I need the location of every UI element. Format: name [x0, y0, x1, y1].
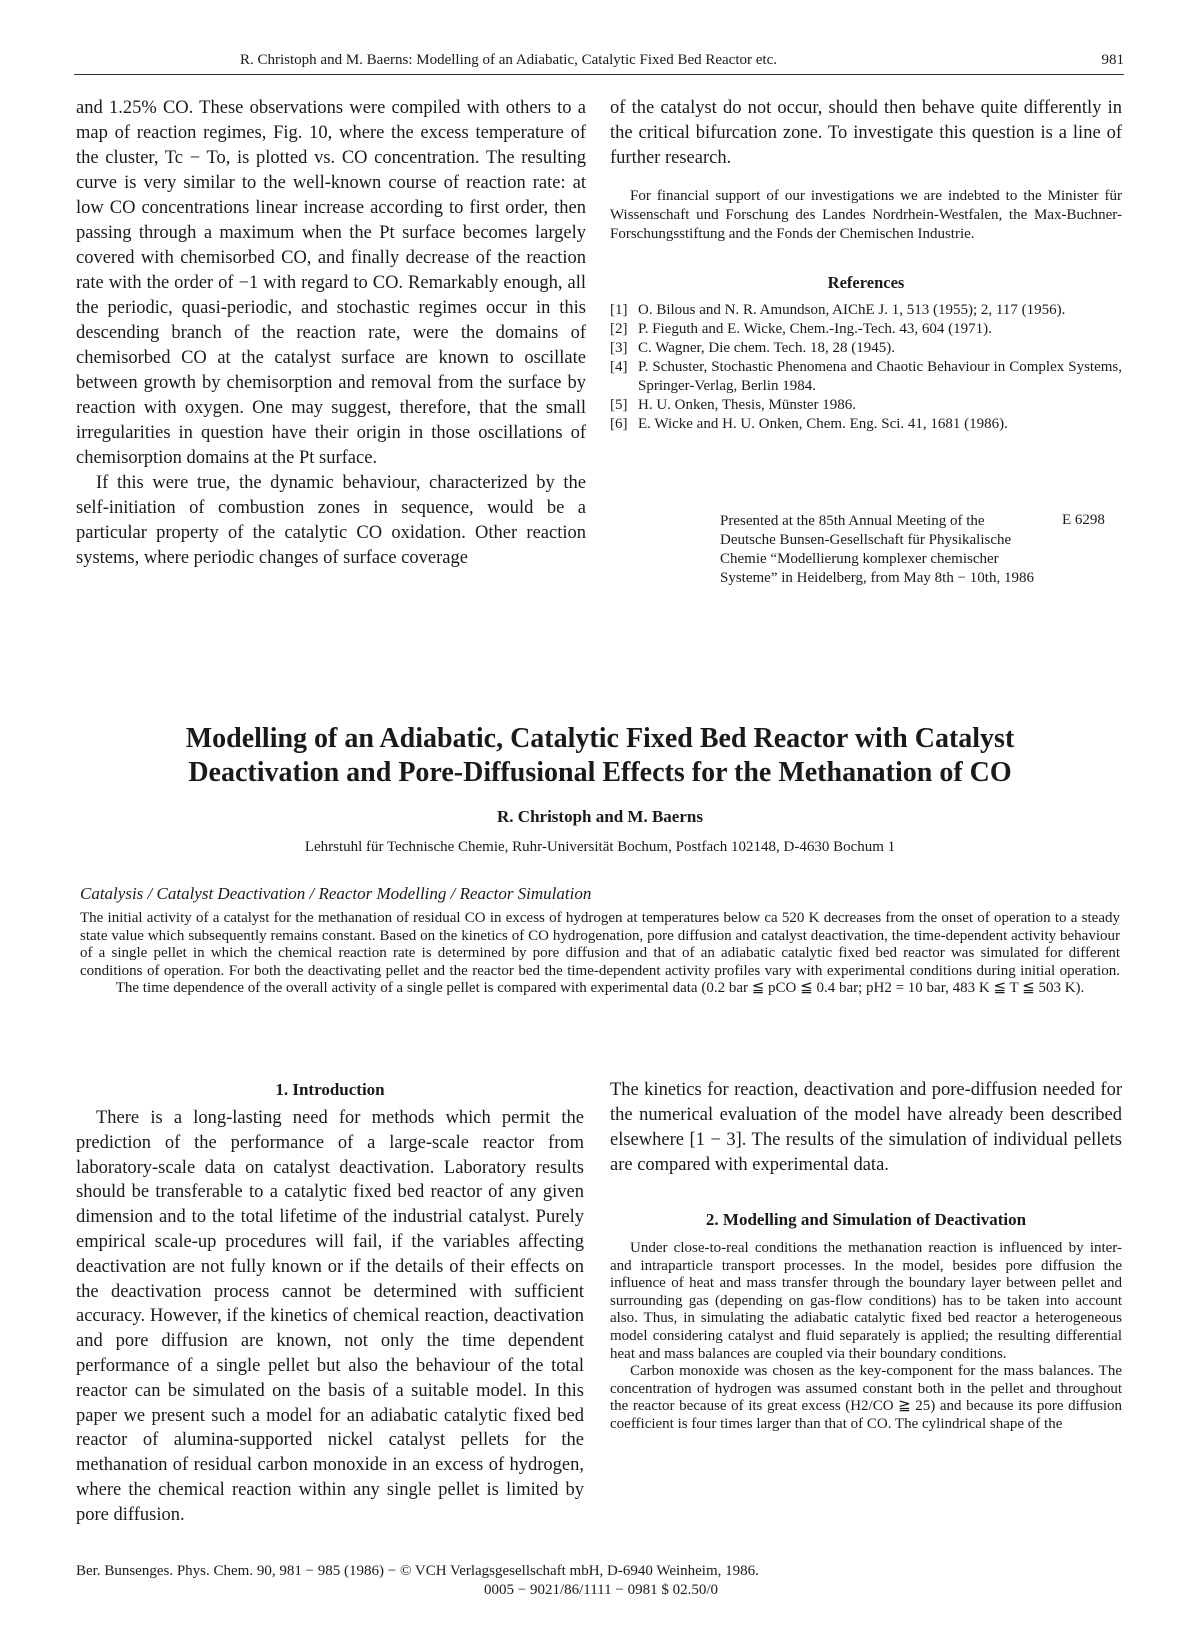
reference-text: O. Bilous and N. R. Amundson, AIChE J. 1, 513 (1955); 2, 117 (1956).	[638, 302, 1066, 318]
references-heading: References	[827, 273, 905, 292]
section-heading: 1. Introduction	[275, 1080, 385, 1099]
reference-text: P. Fieguth and E. Wicke, Chem.-Ing.-Tech. 43, 604 (1971).	[638, 321, 992, 337]
article-left-column	[76, 1078, 584, 1528]
body-paragraph: Under close-to-real conditions the methanation reaction is influenced by inter- and intraparticle transport processes. In the model, besides pore diffusion the influence of heat and mass transfer through the boundary layer between pellet and surrounding gas (depending on gas-flow conditions) has to be taken into account also. Thus, in simulating the adiabatic catalytic fixed bed reactor a heterogeneous model considering catalyst and fluid separately is applied; the resulting differential heat and mass balances are coupled via their boundary conditions.	[610, 1240, 1122, 1362]
reference-number: [5]	[610, 397, 628, 413]
page-number: 981	[1101, 52, 1124, 68]
article-title-line: Deactivation and Pore-Diffusional Effects for the Methanation of CO	[188, 757, 1012, 788]
running-header	[74, 52, 1124, 75]
reference-number: [4]	[610, 359, 628, 375]
body-paragraph: Carbon monoxide was chosen as the key-component for the mass balances. The concentration of hydrogen was assumed constant both in the pellet and throughout the reactor because of its great excess (H2/CO ≧ 25) and because its pore diffusion coefficient is four times larger than that of CO. The cylindrical shape of the	[610, 1363, 1122, 1432]
body-paragraph: of the catalyst do not occur, should then behave quite differently in the critical bifurcation zone. To investigate this question is a line of further research.	[610, 98, 1122, 168]
reference-item	[610, 396, 1122, 415]
reference-number: [1]	[610, 302, 628, 318]
page-footer	[76, 1562, 1124, 1600]
article-title	[76, 722, 1124, 790]
presented-note: Presented at the 85th Annual Meeting of the Deutsche Bunsen-Gesellschaft für Physikalische Chemie “Modellierung komplexer chemischer Systeme” in Heidelberg, from May 8th − 10th, 1986	[720, 513, 1034, 586]
reference-text: C. Wagner, Die chem. Tech. 18, 28 (1945).	[638, 340, 895, 356]
reference-number: [2]	[610, 321, 628, 337]
reference-number: [6]	[610, 416, 628, 432]
reference-item	[610, 339, 1122, 358]
previous-article-right-column	[610, 96, 1122, 434]
reference-number: [3]	[610, 340, 628, 356]
article-keywords: Catalysis / Catalyst Deactivation / Reactor Modelling / Reactor Simulation	[80, 884, 592, 903]
section-heading: 2. Modelling and Simulation of Deactivation	[705, 1210, 1027, 1229]
body-paragraph: The kinetics for reaction, deactivation and pore-diffusion needed for the numerical evaluation of the model have already been described elsewhere [1 − 3]. The results of the simulation of individual pellets are compared with experimental data.	[610, 1080, 1122, 1175]
body-paragraph: If this were true, the dynamic behaviour, characterized by the self-initiation of combustion zones in sequence, would be a particular property of the catalytic CO oxidation. Other reaction systems, where periodic changes of surface coverage	[76, 473, 586, 568]
running-header-title: R. Christoph and M. Baerns: Modelling of an Adiabatic, Catalytic Fixed Bed Reactor etc.	[240, 52, 777, 68]
citation-line: Ber. Bunsenges. Phys. Chem. 90, 981 − 985 (1986) − © VCH Verlagsgesellschaft mbH, D-6940 Weinheim, 1986.	[76, 1563, 759, 1579]
body-paragraph: and 1.25% CO. These observations were compiled with others to a map of reaction regimes, Fig. 10, where the excess temperature of the cluster, Tc − To, is plotted vs. CO concentration. The resulting curve is very similar to the well-known course of reaction rate: at low CO concentrations linear increase according to first order, then passing through a maximum when the Pt surface becomes largely covered with chemisorbed CO, and finally decrease of the reaction rate with the order of −1 with regard to CO. Remarkably enough, all the periodic, quasi-periodic, and stochastic regimes occur in this descending branch of the reaction rate, were the domains of chemisorbed CO at the catalyst surface are known to oscillate between growth by chemisorption and removal from the surface by reaction with oxygen. One may suggest, therefore, that the small irregularities in question have their origin in those oscillations of chemisorption domains at the Pt surface.	[76, 98, 586, 468]
body-paragraph: There is a long-lasting need for methods which permit the prediction of the performance of a large-scale reactor from laboratory-scale data on catalyst deactivation. Laboratory results should be transferable to a catalytic fixed bed reactor of any given dimension and to the total lifetime of the industrial catalyst. Purely empirical scale-up procedures will fail, if the variables affecting deactivation are not fully known or if the details of their effects on the deactivation process cannot be determined with sufficient accuracy. However, if the kinetics of chemical reaction, deactivation and pore diffusion are known, not only the time dependent performance of a single pellet but also the behaviour of the total reactor can be simulated on the basis of a suitable model. In this paper we present such a model for an adiabatic catalytic fixed bed reactor of alumina-supported nickel catalyst pellets for the methanation of residual carbon monoxide in an excess of hydrogen, where the chemical reaction within any single pellet is limited by pore diffusion.	[76, 1108, 584, 1525]
reference-item	[610, 358, 1122, 396]
reference-text: E. Wicke and H. U. Onken, Chem. Eng. Sci. 41, 1681 (1986).	[638, 416, 1008, 432]
reference-text: P. Schuster, Stochastic Phenomena and Chaotic Behaviour in Complex Systems, Springer-Verlag, Berlin 1984.	[638, 359, 1122, 394]
reference-item	[610, 415, 1122, 434]
previous-article-left-column	[76, 96, 586, 571]
note-code: E 6298	[1062, 512, 1105, 528]
article-right-column	[610, 1078, 1122, 1434]
reference-list	[610, 301, 1122, 434]
issn-line: 0005 − 9021/86/1111 − 0981 $ 02.50/0	[484, 1582, 719, 1598]
reference-text: H. U. Onken, Thesis, Münster 1986.	[638, 397, 857, 413]
acknowledgement: For financial support of our investigations we are indebted to the Minister für Wissenschaft und Forschung des Landes Nordrhein-Westfalen, the Max-Buchner-Forschungsstiftung and the Fonds der Chemischen Industrie.	[610, 188, 1122, 242]
reference-item	[610, 320, 1122, 339]
article-abstract: The initial activity of a catalyst for the methanation of residual CO in excess of hydrogen at temperatures below ca 520 K decreases from the onset of operation to a steady state value which subsequently remains constant. Based on the kinetics of CO hydrogenation, pore diffusion and catalyst deactivation, the time-dependent activity behaviour of a single pellet in which the chemical reaction rate is determined by pore diffusion and that of an adiabatic catalytic fixed bed reactor was simulated for different conditions of operation. For both the deactivating pellet and the reactor bed the time-dependent activity profiles vary with experimental conditions during initial operation. The time dependence of the overall activity of a single pellet is compared with experimental data (0.2 bar ≦ pCO ≦ 0.4 bar; pH2 = 10 bar, 483 K ≦ T ≦ 503 K).	[80, 910, 1120, 996]
article-affiliation: Lehrstuhl für Technische Chemie, Ruhr-Universität Bochum, Postfach 102148, D-4630 Bochum 1	[304, 839, 896, 855]
article-title-line: Modelling of an Adiabatic, Catalytic Fixed Bed Reactor with Catalyst	[185, 723, 1015, 754]
article-authors: R. Christoph and M. Baerns	[497, 807, 703, 826]
reference-item	[610, 301, 1122, 320]
